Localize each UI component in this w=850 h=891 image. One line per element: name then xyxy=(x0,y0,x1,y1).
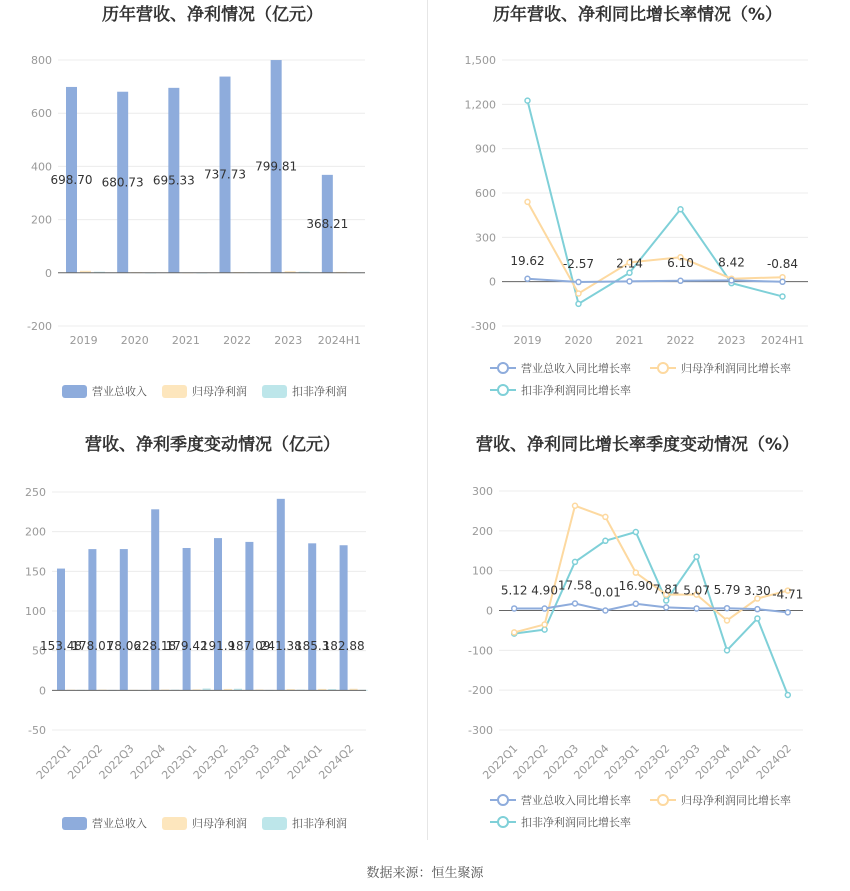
y-tick-label: 300 xyxy=(475,231,496,245)
y-tick-label: 300 xyxy=(472,485,493,498)
y-tick-label: 800 xyxy=(31,54,52,67)
series-point xyxy=(603,608,608,613)
line-value-label: 6.10 xyxy=(667,255,694,270)
series-point xyxy=(725,648,730,653)
series-point xyxy=(664,598,669,603)
bar-value-label: 695.33 xyxy=(152,173,195,188)
y-tick-label: 250 xyxy=(25,486,46,499)
chart-title: 营收、净利同比增长率季度变动情况（%） xyxy=(475,435,800,455)
legend-swatch xyxy=(162,817,187,830)
legend-label: 扣非净利润同比增长率 xyxy=(521,384,631,397)
series-point xyxy=(780,279,785,284)
legend-label: 归母净利润 xyxy=(192,817,247,830)
line-value-label: -0.01 xyxy=(589,585,621,600)
y-tick-label: -100 xyxy=(468,644,493,658)
bar-value-label: 680.73 xyxy=(101,175,144,190)
annual-growth-panel xyxy=(425,0,850,430)
series-point xyxy=(729,278,734,283)
x-tick-label: 2022Q1 xyxy=(480,741,521,782)
y-tick-label: 600 xyxy=(475,187,496,200)
y-tick-label: -200 xyxy=(27,320,52,333)
y-tick-label: 50 xyxy=(32,644,46,658)
bar xyxy=(120,549,128,690)
x-tick-label: 2022Q2 xyxy=(65,741,106,782)
series-point xyxy=(576,280,581,285)
series-point xyxy=(725,606,730,611)
x-tick-label: 2023Q3 xyxy=(662,741,703,782)
line-value-label: 5.79 xyxy=(713,583,741,598)
legend-marker xyxy=(498,363,508,373)
series-point xyxy=(542,627,547,632)
quarterly-growth-line-chart xyxy=(425,430,850,860)
y-tick-label: -200 xyxy=(468,684,493,698)
series-point xyxy=(633,570,638,575)
x-tick-label: 2023Q1 xyxy=(601,741,642,782)
legend-swatch xyxy=(62,385,87,398)
series-point xyxy=(603,514,608,519)
chart-title: 历年营收、净利情况（亿元） xyxy=(102,5,323,25)
legend-marker xyxy=(498,817,508,827)
y-tick-label: 200 xyxy=(31,213,52,227)
legend-swatch xyxy=(262,817,287,830)
y-tick-label: 400 xyxy=(31,160,52,174)
bar-value-label: 191.9 xyxy=(200,639,236,653)
bar xyxy=(88,549,96,690)
line-value-label: -0.84 xyxy=(766,256,799,271)
bar xyxy=(151,509,159,690)
bar-value-label: 187.09 xyxy=(228,639,271,653)
line-value-label: 17.58 xyxy=(557,578,593,593)
series-point xyxy=(573,559,578,564)
series-point xyxy=(627,279,632,284)
series-point xyxy=(573,503,578,508)
y-tick-label: 200 xyxy=(472,524,493,538)
x-tick-label: 2023Q1 xyxy=(159,741,200,782)
series-point xyxy=(678,207,683,212)
quarterly-revenue-profit-bar-chart xyxy=(0,430,425,860)
x-tick-label: 2023 xyxy=(717,334,746,347)
series-point xyxy=(542,622,547,627)
series-point xyxy=(603,538,608,543)
series-point xyxy=(627,270,632,275)
x-tick-label: 2022Q4 xyxy=(127,741,169,782)
chart-title: 历年营收、净利同比增长率情况（%） xyxy=(492,5,783,25)
legend-swatch xyxy=(162,385,187,398)
x-tick-label: 2023Q2 xyxy=(190,741,231,782)
y-tick-label: 900 xyxy=(475,142,496,156)
x-tick-label: 2023Q4 xyxy=(693,741,734,782)
bar-value-label: 153.48 xyxy=(40,639,82,653)
x-tick-label: 2023Q2 xyxy=(632,741,673,782)
series-point xyxy=(694,606,699,611)
line-value-label: 4.90 xyxy=(531,583,558,598)
line-value-label: 2.14 xyxy=(616,256,643,271)
x-tick-label: 2022Q1 xyxy=(33,741,74,782)
bar-value-label: 228.18 xyxy=(134,639,177,653)
x-tick-label: 2021 xyxy=(615,334,644,347)
bar-value-label: 799.81 xyxy=(255,159,298,174)
series-point xyxy=(664,605,669,610)
line-value-label: -4.71 xyxy=(772,587,804,602)
bar xyxy=(214,538,222,690)
legend-marker xyxy=(498,795,508,805)
series-point xyxy=(525,98,530,103)
bar xyxy=(57,569,65,691)
series-point xyxy=(755,616,760,621)
series-line xyxy=(514,506,788,633)
legend-label: 归母净利润同比增长率 xyxy=(681,794,791,807)
bar xyxy=(183,548,191,690)
line-value-label: 19.62 xyxy=(510,253,545,268)
series-point xyxy=(512,606,517,611)
data-source-label: 数据来源：恒生聚源 xyxy=(366,866,484,881)
bar-value-label: 185.3 xyxy=(295,639,330,653)
x-tick-label: 2023Q3 xyxy=(222,741,263,782)
x-tick-label: 2024Q2 xyxy=(316,741,357,782)
y-tick-label: 1,500 xyxy=(464,54,496,67)
series-point xyxy=(678,278,683,283)
annual-amount-panel xyxy=(0,0,425,430)
y-tick-label: 1,200 xyxy=(464,98,496,112)
series-point xyxy=(780,294,785,299)
x-tick-label: 2020 xyxy=(564,334,593,347)
quarterly-growth-panel xyxy=(425,430,850,860)
legend-label: 扣非净利润同比增长率 xyxy=(521,816,631,829)
series-point xyxy=(542,606,547,611)
bar-value-label: 698.70 xyxy=(50,172,93,187)
y-tick-label: -300 xyxy=(471,320,496,333)
series-point xyxy=(785,610,790,615)
legend-label: 扣非净利润 xyxy=(292,385,347,398)
x-tick-label: 2022Q3 xyxy=(96,741,137,782)
y-tick-label: 0 xyxy=(489,275,496,289)
y-tick-label: 600 xyxy=(31,107,52,121)
x-tick-label: 2022 xyxy=(666,334,695,347)
line-value-label: 7.81 xyxy=(652,582,680,597)
bar xyxy=(308,543,316,690)
line-value-label: 5.12 xyxy=(500,583,528,598)
series-point xyxy=(633,530,638,535)
legend-label: 营业总收入 xyxy=(92,385,147,398)
bar xyxy=(245,542,253,690)
series-point xyxy=(785,692,790,697)
x-tick-label: 2022 xyxy=(223,334,252,347)
chart-title: 营收、净利季度变动情况（亿元） xyxy=(85,435,340,455)
x-tick-label: 2019 xyxy=(513,334,542,347)
series-point xyxy=(576,301,581,306)
x-tick-label: 2021 xyxy=(171,334,200,347)
panel-divider xyxy=(427,0,428,840)
legend-label: 归母净利润同比增长率 xyxy=(681,362,791,375)
quarterly-amount-panel xyxy=(0,430,425,860)
legend-marker xyxy=(658,363,668,373)
bar xyxy=(340,545,348,690)
legend-marker xyxy=(498,385,508,395)
legend-swatch xyxy=(262,385,287,398)
bar-value-label: 179.42 xyxy=(165,639,208,653)
annual-growth-line-chart xyxy=(425,0,850,430)
bar-value-label: 368.21 xyxy=(306,216,349,231)
series-line xyxy=(528,202,783,294)
line-value-label: 8.42 xyxy=(718,255,745,270)
y-tick-label: 100 xyxy=(25,605,46,618)
y-tick-label: 0 xyxy=(486,604,493,618)
legend-swatch xyxy=(62,817,87,830)
x-tick-label: 2020 xyxy=(120,334,149,347)
series-point xyxy=(525,276,530,281)
bar xyxy=(277,499,285,690)
series-point xyxy=(755,607,760,612)
x-tick-label: 2023 xyxy=(274,334,303,347)
legend-label: 营业总收入同比增长率 xyxy=(521,362,631,375)
x-tick-label: 2024Q1 xyxy=(284,741,326,782)
series-point xyxy=(576,291,581,296)
series-point xyxy=(694,554,699,559)
legend-label: 归母净利润 xyxy=(192,385,247,398)
bar-value-label: 737.73 xyxy=(204,167,246,182)
line-value-label: 16.90 xyxy=(618,578,653,593)
series-point xyxy=(573,601,578,606)
series-point xyxy=(512,630,517,635)
x-tick-label: 2024H1 xyxy=(317,334,362,347)
line-value-label: 5.07 xyxy=(683,583,710,598)
x-tick-label: 2022Q4 xyxy=(571,741,612,782)
x-tick-label: 2024H1 xyxy=(760,334,805,347)
x-tick-label: 2023Q4 xyxy=(253,741,294,782)
y-tick-label: 200 xyxy=(25,525,46,539)
y-tick-label: 0 xyxy=(39,684,46,698)
legend-label: 扣非净利润 xyxy=(292,817,347,830)
y-tick-label: 0 xyxy=(45,266,52,280)
x-tick-label: 2024Q2 xyxy=(753,741,794,782)
y-tick-label: -50 xyxy=(28,724,46,737)
bar-value-label: 178.01 xyxy=(71,639,114,653)
x-tick-label: 2022Q2 xyxy=(510,741,551,782)
x-tick-label: 2022Q3 xyxy=(541,741,582,782)
y-tick-label: -300 xyxy=(468,724,493,737)
series-point xyxy=(633,601,638,606)
legend-label: 营业总收入 xyxy=(92,817,147,830)
y-tick-label: 150 xyxy=(25,565,46,579)
line-value-label: 3.30 xyxy=(744,584,771,599)
annual-revenue-profit-bar-chart xyxy=(0,0,425,430)
series-point xyxy=(725,618,730,623)
x-tick-label: 2019 xyxy=(69,334,98,347)
series-line xyxy=(514,532,788,695)
bar-value-label: 182.88 xyxy=(322,639,365,653)
y-tick-label: 100 xyxy=(472,564,493,578)
series-point xyxy=(525,199,530,204)
legend-marker xyxy=(658,795,668,805)
x-tick-label: 2024Q1 xyxy=(723,741,764,782)
line-value-label: -2.57 xyxy=(562,257,595,272)
series-line xyxy=(528,101,783,304)
bar-value-label: 78.06 xyxy=(106,639,141,653)
bar-value-label: 241.38 xyxy=(259,639,302,653)
legend-label: 营业总收入同比增长率 xyxy=(521,794,631,807)
